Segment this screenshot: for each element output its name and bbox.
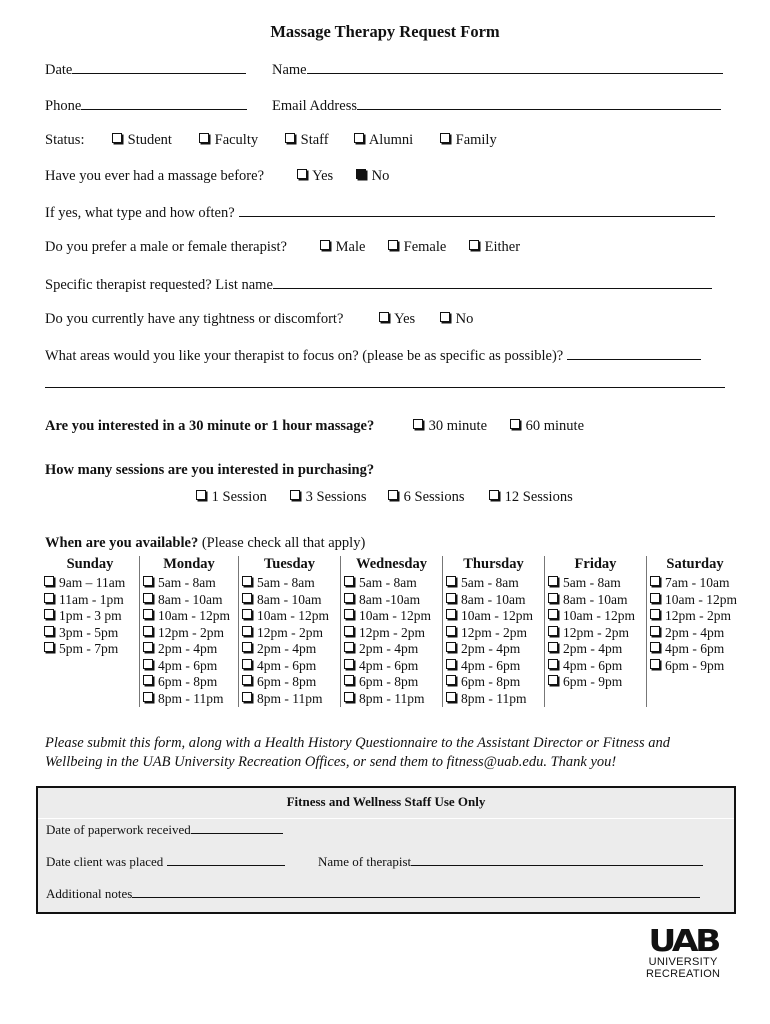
time-slot-option[interactable]: [143, 658, 235, 675]
checkbox-icon: [297, 169, 307, 179]
time-slot-option[interactable]: [242, 575, 337, 592]
time-slot-label: 11am - 1pm: [59, 591, 124, 607]
checkbox-icon: [446, 675, 456, 685]
checkbox-icon: [242, 609, 252, 619]
time-slot-option[interactable]: [44, 641, 136, 658]
time-slot-label: 5am - 8am: [257, 575, 315, 590]
checkbox-icon: [446, 609, 456, 619]
sessions-12[interactable]: 12 Sessions: [489, 489, 573, 506]
date-field[interactable]: [72, 60, 246, 74]
day-column-thursday: [442, 556, 544, 707]
phone-field[interactable]: [81, 96, 247, 110]
checkbox-icon: [354, 133, 364, 143]
checkbox-icon: [44, 626, 54, 636]
name-label: Name: [272, 62, 307, 78]
time-slot-option[interactable]: [446, 658, 541, 675]
client-placed-label: Date client was placed: [46, 854, 164, 869]
staff-use-box: [36, 786, 736, 914]
time-slot-label: 6pm - 8pm: [158, 674, 218, 689]
checkbox-icon: [344, 692, 354, 702]
checkbox-icon: [143, 642, 153, 652]
time-slot-option[interactable]: [446, 608, 541, 625]
time-slot-label: 12pm - 2pm: [665, 608, 731, 623]
logo-line1: UNIVERSITY: [648, 956, 718, 968]
time-slot-label: 12pm - 2pm: [563, 624, 629, 640]
time-slot-option[interactable]: [446, 625, 541, 642]
checkbox-icon: [650, 609, 660, 619]
time-slot-label: 6pm - 8pm: [359, 674, 419, 689]
time-slot-label: 1pm - 3 pm: [59, 608, 122, 623]
notes-field[interactable]: [132, 884, 700, 898]
checkbox-icon: [510, 419, 520, 429]
paperwork-label: Date of paperwork received: [46, 822, 191, 837]
time-slot-label: 5am - 8am: [563, 575, 621, 590]
checkbox-icon: [446, 642, 456, 652]
checkbox-icon: [242, 659, 252, 669]
day-column-monday: [139, 556, 238, 707]
specific-therapist-label: Specific therapist requested? List name: [45, 277, 273, 293]
availability-heading: [45, 535, 365, 552]
time-slot-option[interactable]: [650, 658, 740, 675]
day-heading: Tuesday: [263, 556, 316, 572]
checkbox-icon: [650, 626, 660, 636]
tightness-no[interactable]: No: [440, 311, 473, 328]
time-slot-label: 12pm - 2pm: [461, 624, 527, 640]
time-slot-option[interactable]: [44, 575, 136, 592]
checkbox-icon: [379, 312, 389, 322]
name-field[interactable]: [307, 60, 723, 74]
checkbox-icon: [548, 659, 558, 669]
name-row: [272, 60, 723, 79]
day-heading: Wednesday: [356, 556, 427, 572]
time-slot-label: 10am - 12pm: [359, 608, 431, 623]
tightness-question: Do you currently have any tightness or discomfort?: [45, 311, 344, 327]
checkbox-icon: [388, 240, 398, 250]
checkbox-icon: [469, 240, 479, 250]
time-slot-option[interactable]: [143, 674, 235, 691]
time-slot-option[interactable]: [44, 608, 136, 625]
checkbox-icon: [242, 675, 252, 685]
time-slot-label: 5am - 8am: [359, 575, 417, 590]
time-slot-option[interactable]: [446, 575, 541, 592]
status-faculty[interactable]: Faculty: [199, 132, 258, 149]
checkbox-icon: [242, 642, 252, 652]
submit-instructions: Please submit this form, along with a Health History Questionnaire to the Assistant Director or Fitness and Wellbeing in the UAB University Recreation Offices, or send them to fitness@uab.edu. Thank you!: [45, 735, 670, 770]
checkbox-icon: [196, 490, 206, 500]
time-slot-label: 6pm - 9pm: [563, 674, 623, 689]
client-placed-field[interactable]: [167, 852, 285, 866]
checkbox-icon: [548, 675, 558, 685]
notes-label: Additional notes: [46, 886, 133, 901]
time-slot-label: 4pm - 6pm: [158, 657, 218, 673]
time-slot-option[interactable]: [344, 674, 439, 691]
checkbox-icon: [489, 490, 499, 500]
availability-note: (Please check all that apply): [201, 535, 366, 551]
time-slot-option[interactable]: [344, 658, 439, 675]
checkbox-icon: [650, 659, 660, 669]
checkbox-icon: [285, 133, 295, 143]
time-slot-label: 4pm - 6pm: [665, 641, 725, 656]
date-label: Date: [45, 62, 73, 78]
day-heading: Saturday: [666, 556, 724, 572]
checkbox-icon: [548, 609, 558, 619]
time-slot-option[interactable]: [242, 641, 337, 658]
checkbox-icon: [112, 133, 122, 143]
time-slot-label: 6pm - 8pm: [257, 674, 317, 689]
checkbox-checked-icon: [356, 169, 366, 179]
time-slot-option[interactable]: [650, 575, 740, 592]
checkbox-icon: [413, 419, 423, 429]
checkbox-icon: [548, 642, 558, 652]
checkbox-icon: [650, 642, 660, 652]
time-slot-label: 8am - 10am: [257, 591, 322, 607]
time-slot-label: 8pm - 11pm: [359, 690, 425, 706]
sessions-1[interactable]: 1 Session: [196, 489, 267, 506]
day-column-tuesday: [238, 556, 340, 707]
time-slot-label: 10am - 12pm: [158, 608, 230, 623]
time-slot-option[interactable]: [44, 592, 136, 609]
time-slot-label: 10am - 12pm: [461, 608, 533, 623]
time-slot-label: 12pm - 2pm: [158, 624, 224, 640]
time-slot-option[interactable]: [548, 608, 643, 625]
time-slot-option[interactable]: [242, 674, 337, 691]
time-slot-option[interactable]: [548, 658, 643, 675]
time-slot-label: 8pm - 11pm: [257, 690, 323, 706]
paperwork-field[interactable]: [191, 820, 283, 834]
time-slot-label: 8pm - 11pm: [461, 690, 527, 706]
email-row: [272, 96, 721, 115]
time-slot-label: 4pm - 6pm: [359, 657, 419, 673]
time-slot-option[interactable]: [143, 608, 235, 625]
checkbox-icon: [650, 593, 660, 603]
time-slot-label: 5am - 8am: [158, 575, 216, 590]
logo-line2: RECREATION: [646, 968, 721, 980]
time-slot-label: 8pm - 11pm: [158, 690, 224, 706]
date-row: [45, 60, 246, 79]
duration-question: Are you interested in a 30 minute or 1 hour massage?: [45, 418, 375, 434]
time-slot-option[interactable]: [344, 691, 439, 708]
therapist-name-row: [318, 852, 703, 870]
time-slot-option[interactable]: [650, 641, 740, 658]
day-heading: Monday: [163, 556, 215, 572]
time-slot-option[interactable]: [44, 625, 136, 642]
checkbox-icon: [344, 642, 354, 652]
day-heading: Friday: [574, 556, 617, 572]
focus-areas-field-line2[interactable]: [45, 374, 725, 388]
time-slot-option[interactable]: [242, 608, 337, 625]
checkbox-icon: [548, 576, 558, 586]
time-slot-option[interactable]: [548, 674, 643, 691]
time-slot-option[interactable]: [650, 625, 740, 642]
time-slot-option[interactable]: [143, 592, 235, 609]
time-slot-option[interactable]: [143, 625, 235, 642]
time-slot-label: 6pm - 8pm: [461, 674, 521, 689]
time-slot-label: 2pm - 4pm: [563, 641, 623, 656]
checkbox-icon: [44, 576, 54, 586]
time-slot-option[interactable]: [446, 641, 541, 658]
time-slot-option[interactable]: [446, 674, 541, 691]
duration-60[interactable]: 60 minute: [510, 418, 584, 435]
time-slot-label: 2pm - 4pm: [359, 641, 419, 656]
tightness-yes[interactable]: Yes: [379, 311, 415, 328]
phone-row: [45, 96, 247, 115]
status-family[interactable]: Family: [440, 132, 497, 149]
status-staff[interactable]: Staff: [285, 132, 329, 149]
type-often-label: If yes, what type and how often?: [45, 205, 235, 221]
checkbox-icon: [344, 626, 354, 636]
checkbox-icon: [143, 576, 153, 586]
time-slot-label: 2pm - 4pm: [257, 641, 317, 656]
checkbox-icon: [446, 626, 456, 636]
staff-use-title: Fitness and Wellness Staff Use Only: [38, 788, 734, 819]
checkbox-icon: [143, 692, 153, 702]
day-heading: Sunday: [66, 556, 114, 572]
checkbox-icon: [199, 133, 209, 143]
specific-therapist-field[interactable]: [273, 275, 712, 289]
page-title: Massage Therapy Request Form: [270, 22, 500, 41]
checkbox-icon: [650, 576, 660, 586]
time-slot-label: 2pm - 4pm: [461, 641, 521, 656]
checkbox-icon: [242, 593, 252, 603]
time-slot-option[interactable]: [242, 691, 337, 708]
time-slot-label: 12pm - 2pm: [359, 624, 425, 640]
checkbox-icon: [548, 626, 558, 636]
checkbox-icon: [446, 593, 456, 603]
gender-female[interactable]: Female: [388, 239, 446, 256]
checkbox-icon: [320, 240, 330, 250]
massage-before-question: Have you ever had a massage before?: [45, 168, 265, 184]
time-slot-option[interactable]: [344, 641, 439, 658]
gender-either[interactable]: Either: [469, 239, 520, 256]
time-slot-option[interactable]: [143, 641, 235, 658]
checkbox-icon: [44, 593, 54, 603]
massage-before-yes[interactable]: Yes: [297, 168, 333, 185]
therapist-name-field[interactable]: [411, 852, 703, 866]
time-slot-label: 8am - 10am: [563, 591, 628, 607]
email-label: Email Address: [272, 98, 357, 114]
time-slot-label: 7am - 10am: [665, 575, 730, 590]
massage-before-no[interactable]: No: [356, 168, 389, 185]
checkbox-icon: [44, 609, 54, 619]
availability-question: When are you available?: [45, 535, 199, 551]
time-slot-label: 5pm - 7pm: [59, 641, 119, 656]
availability-schedule: [44, 556, 743, 707]
uab-logo: [646, 924, 721, 980]
time-slot-label: 4pm - 6pm: [563, 657, 623, 673]
time-slot-option[interactable]: [143, 691, 235, 708]
checkbox-icon: [143, 609, 153, 619]
checkbox-icon: [143, 626, 153, 636]
time-slot-label: 9am – 11am: [59, 575, 126, 590]
therapist-gender-question: Do you prefer a male or female therapist?: [45, 239, 287, 255]
day-column-wednesday: [340, 556, 442, 707]
checkbox-icon: [344, 576, 354, 586]
therapist-name-label: Name of therapist: [318, 854, 412, 869]
time-slot-option[interactable]: [548, 625, 643, 642]
time-slot-option[interactable]: [143, 575, 235, 592]
checkbox-icon: [440, 312, 450, 322]
time-slot-option[interactable]: [242, 592, 337, 609]
checkbox-icon: [344, 659, 354, 669]
time-slot-option[interactable]: [242, 625, 337, 642]
day-column-sunday: [44, 556, 139, 707]
status-alumni[interactable]: Alumni: [354, 132, 413, 149]
type-often-row: [45, 203, 715, 222]
focus-areas-label: What areas would you like your therapist to focus on? (please be as specific as possible)?: [45, 348, 564, 364]
status-student[interactable]: Student: [112, 132, 172, 149]
time-slot-label: 10am - 12pm: [257, 608, 329, 623]
time-slot-label: 10am - 12pm: [665, 591, 737, 607]
time-slot-option[interactable]: [242, 658, 337, 675]
email-field[interactable]: [357, 96, 721, 110]
time-slot-label: 8am - 10am: [461, 591, 526, 607]
duration-30[interactable]: 30 minute: [413, 418, 487, 435]
gender-male[interactable]: Male: [320, 239, 365, 256]
time-slot-label: 12pm - 2pm: [257, 624, 323, 640]
checkbox-icon: [242, 692, 252, 702]
time-slot-label: 4pm - 6pm: [461, 657, 521, 673]
checkbox-icon: [344, 593, 354, 603]
time-slot-label: 8am - 10am: [158, 591, 223, 607]
type-often-field[interactable]: [239, 203, 715, 217]
sessions-6[interactable]: 6 Sessions: [388, 489, 464, 506]
checkbox-icon: [548, 593, 558, 603]
time-slot-label: 2pm - 4pm: [158, 641, 218, 656]
day-column-friday: [544, 556, 646, 707]
notes-row: [46, 884, 700, 902]
time-slot-option[interactable]: [650, 592, 740, 609]
checkbox-icon: [143, 593, 153, 603]
time-slot-option[interactable]: [344, 608, 439, 625]
checkbox-icon: [446, 692, 456, 702]
checkbox-icon: [388, 490, 398, 500]
checkbox-icon: [143, 675, 153, 685]
sessions-question: How many sessions are you interested in purchasing?: [45, 462, 375, 478]
phone-label: Phone: [45, 98, 82, 114]
time-slot-option[interactable]: [548, 641, 643, 658]
focus-areas-row: [45, 346, 701, 365]
checkbox-icon: [344, 675, 354, 685]
status-label: Status:: [45, 132, 85, 148]
paperwork-row: [46, 820, 283, 838]
time-slot-option[interactable]: [650, 608, 740, 625]
time-slot-option[interactable]: [344, 625, 439, 642]
time-slot-option[interactable]: [344, 592, 439, 609]
time-slot-option[interactable]: [548, 592, 643, 609]
time-slot-label: 8am -10am: [359, 591, 421, 607]
specific-therapist-row: [45, 275, 712, 294]
time-slot-label: 2pm - 4pm: [665, 624, 725, 640]
uab-logo-mark: UAB: [648, 924, 718, 959]
day-column-saturday: [646, 556, 743, 707]
focus-areas-field[interactable]: [567, 346, 701, 360]
checkbox-icon: [446, 659, 456, 669]
sessions-3[interactable]: 3 Sessions: [290, 489, 366, 506]
time-slot-label: 4pm - 6pm: [257, 657, 317, 673]
time-slot-option[interactable]: [446, 592, 541, 609]
time-slot-option[interactable]: [344, 575, 439, 592]
time-slot-label: 3pm - 5pm: [59, 624, 119, 640]
checkbox-icon: [344, 609, 354, 619]
day-heading: Thursday: [463, 556, 524, 572]
time-slot-label: 10am - 12pm: [563, 608, 635, 623]
checkbox-icon: [440, 133, 450, 143]
time-slot-label: 5am - 8am: [461, 575, 519, 590]
time-slot-option[interactable]: [548, 575, 643, 592]
client-placed-row: [46, 852, 285, 870]
checkbox-icon: [44, 642, 54, 652]
checkbox-icon: [242, 576, 252, 586]
checkbox-icon: [446, 576, 456, 586]
time-slot-label: 6pm - 9pm: [665, 657, 725, 673]
checkbox-icon: [143, 659, 153, 669]
checkbox-icon: [242, 626, 252, 636]
time-slot-option[interactable]: [446, 691, 541, 708]
checkbox-icon: [290, 490, 300, 500]
